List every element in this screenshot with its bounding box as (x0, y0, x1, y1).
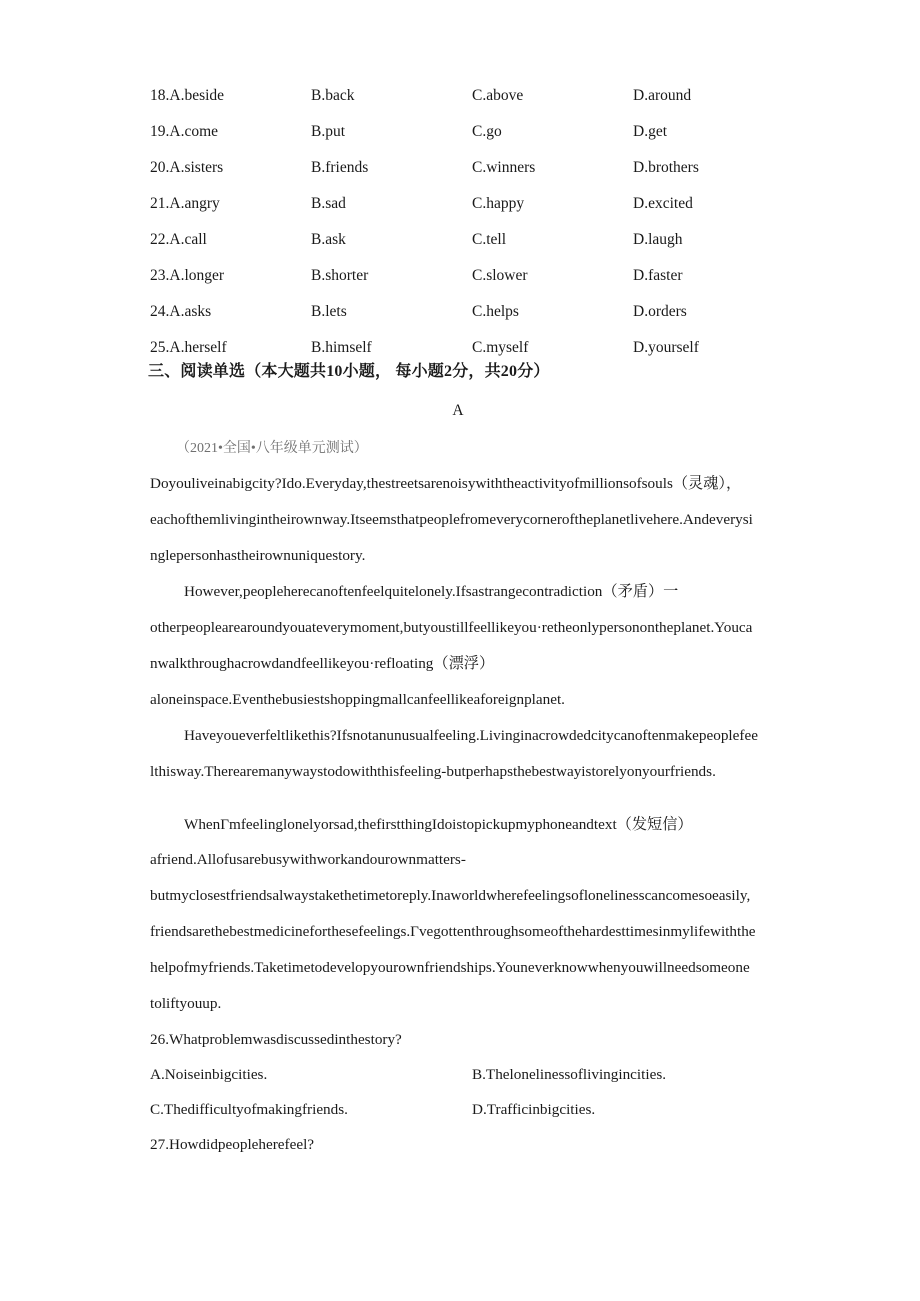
cloze-option-d: D.faster (633, 267, 683, 284)
cloze-option-c: C.go (472, 123, 502, 140)
section-heading: 三、阅读单选（本大题共10小题， 每小题2分，共20分） (148, 363, 550, 380)
cloze-option-c: C.myself (472, 339, 529, 356)
question-26-options-row-1 (150, 1057, 790, 1092)
cloze-option-d: D.excited (633, 195, 693, 212)
passage-line: nglepersonhastheirownuniquestory. (150, 547, 366, 564)
cloze-option-a: 24.A.asks (150, 303, 212, 320)
cloze-option-b: B.sad (311, 195, 346, 212)
passage-line: nwalkthroughacrowdandfeellikeyou·refloating（漂浮） (150, 655, 495, 672)
cloze-option-d: D.laugh (633, 231, 683, 248)
cloze-option-b: B.lets (311, 303, 347, 320)
passage-body (150, 466, 774, 1022)
cloze-option-b: B.put (311, 123, 346, 140)
cloze-option-b: B.friends (311, 159, 369, 176)
questions-block (150, 1022, 790, 1162)
cloze-option-b: B.ask (311, 231, 346, 248)
question-stem-26: 26.Whatproblemwasdiscussedinthestory? (150, 1031, 402, 1048)
cloze-row (150, 114, 790, 150)
question-26-option-d: D.Trafficinbigcities. (472, 1101, 596, 1118)
cloze-row (150, 186, 790, 222)
cloze-option-c: C.winners (472, 159, 536, 176)
question-26-options-row-2 (150, 1092, 790, 1127)
passage-line: Doyouliveinabigcity?Ido.Everyday,thestreetsarenoisywiththeactivityofmillionsofsouls（灵魂）， (150, 475, 742, 492)
passage-line: eachofthemlivingintheirownway.Itseemsthatpeoplefromeverycorneroftheplanetlivehere.Andeverysi (150, 511, 753, 528)
cloze-option-d: D.yourself (633, 339, 699, 356)
cloze-option-a: 18.A.beside (150, 87, 225, 104)
passage-line: However,peopleherecanoftenfeelquitelonely.Ifsastrangecontradiction（矛盾）一 (184, 583, 679, 600)
passage-source: （2021•全国•八年级单元测试） (176, 441, 368, 456)
cloze-option-a: 23.A.longer (150, 267, 225, 284)
passage-label-text: A (452, 402, 464, 419)
cloze-option-d: D.brothers (633, 159, 699, 176)
cloze-option-c: C.happy (472, 195, 525, 212)
cloze-option-a: 25.A.herself (150, 339, 227, 356)
cloze-option-d: D.orders (633, 303, 687, 320)
passage-line: friendsarethebestmedicineforthesefeelings.Γvegottenthroughsomeofthehardesttimesinmylifewiththe (150, 923, 756, 940)
cloze-option-c: C.helps (472, 303, 519, 320)
cloze-option-a: 20.A.sisters (150, 159, 224, 176)
passage-line: WhenΓmfeelinglonelyorsad,thefirstthingIdoistopickupmyphoneandtext（发短信） (184, 816, 693, 833)
cloze-row (150, 258, 790, 294)
question-26-option-a: A.Noiseinbigcities. (150, 1066, 268, 1083)
cloze-row (150, 294, 790, 330)
passage-line: butmyclosestfriendsalwaystakethetimetoreply.Inaworldwherefeelingsoflonelinesscancomesoeasily, (150, 887, 751, 904)
passage-line: otherpeoplearearoundyouateverymoment,butyoustillfeellikeyou·retheonlypersonontheplanet.Youca (150, 619, 753, 636)
question-stem-27: 27.Howdidpeopleherefeel? (150, 1136, 315, 1153)
cloze-option-c: C.tell (472, 231, 507, 248)
cloze-row (150, 78, 790, 114)
passage-line: Haveyoueverfeltlikethis?Ifsnotanunusualfeeling.Livinginacrowdedcitycanoftenmakepeoplefee (184, 727, 758, 744)
passage-line: lthisway.Therearemanywaystodowiththisfeeling-butperhapsthebestwayistorelyonyourfriends. (150, 763, 716, 780)
passage-label (0, 402, 920, 420)
cloze-options-block (150, 78, 790, 366)
cloze-option-b: B.back (311, 87, 355, 104)
question-26-option-c: C.Thedifficultyofmakingfriends. (150, 1101, 348, 1118)
cloze-option-c: C.above (472, 87, 524, 104)
cloze-option-a: 19.A.come (150, 123, 219, 140)
cloze-option-c: C.slower (472, 267, 528, 284)
passage-line: afriend.Allofusarebusywithworkandourownmatters- (150, 851, 466, 868)
cloze-option-b: B.shorter (311, 267, 369, 284)
cloze-option-b: B.himself (311, 339, 372, 356)
cloze-option-a: 22.A.call (150, 231, 207, 248)
cloze-option-d: D.get (633, 123, 668, 140)
passage-line: toliftyouup. (150, 995, 222, 1012)
cloze-option-a: 21.A.angry (150, 195, 220, 212)
cloze-row (150, 150, 790, 186)
cloze-option-d: D.around (633, 87, 692, 104)
question-26-option-b: B.Thelonelinessoflivingincities. (472, 1066, 667, 1083)
cloze-row (150, 222, 790, 258)
passage-line: aloneinspace.Eventhebusiestshoppingmallcanfeellikeaforeignplanet. (150, 691, 565, 708)
passage-line: helpofmyfriends.Taketimetodevelopyourownfriendships.Youneverknowwhenyouwillneedsomeone (150, 959, 750, 976)
